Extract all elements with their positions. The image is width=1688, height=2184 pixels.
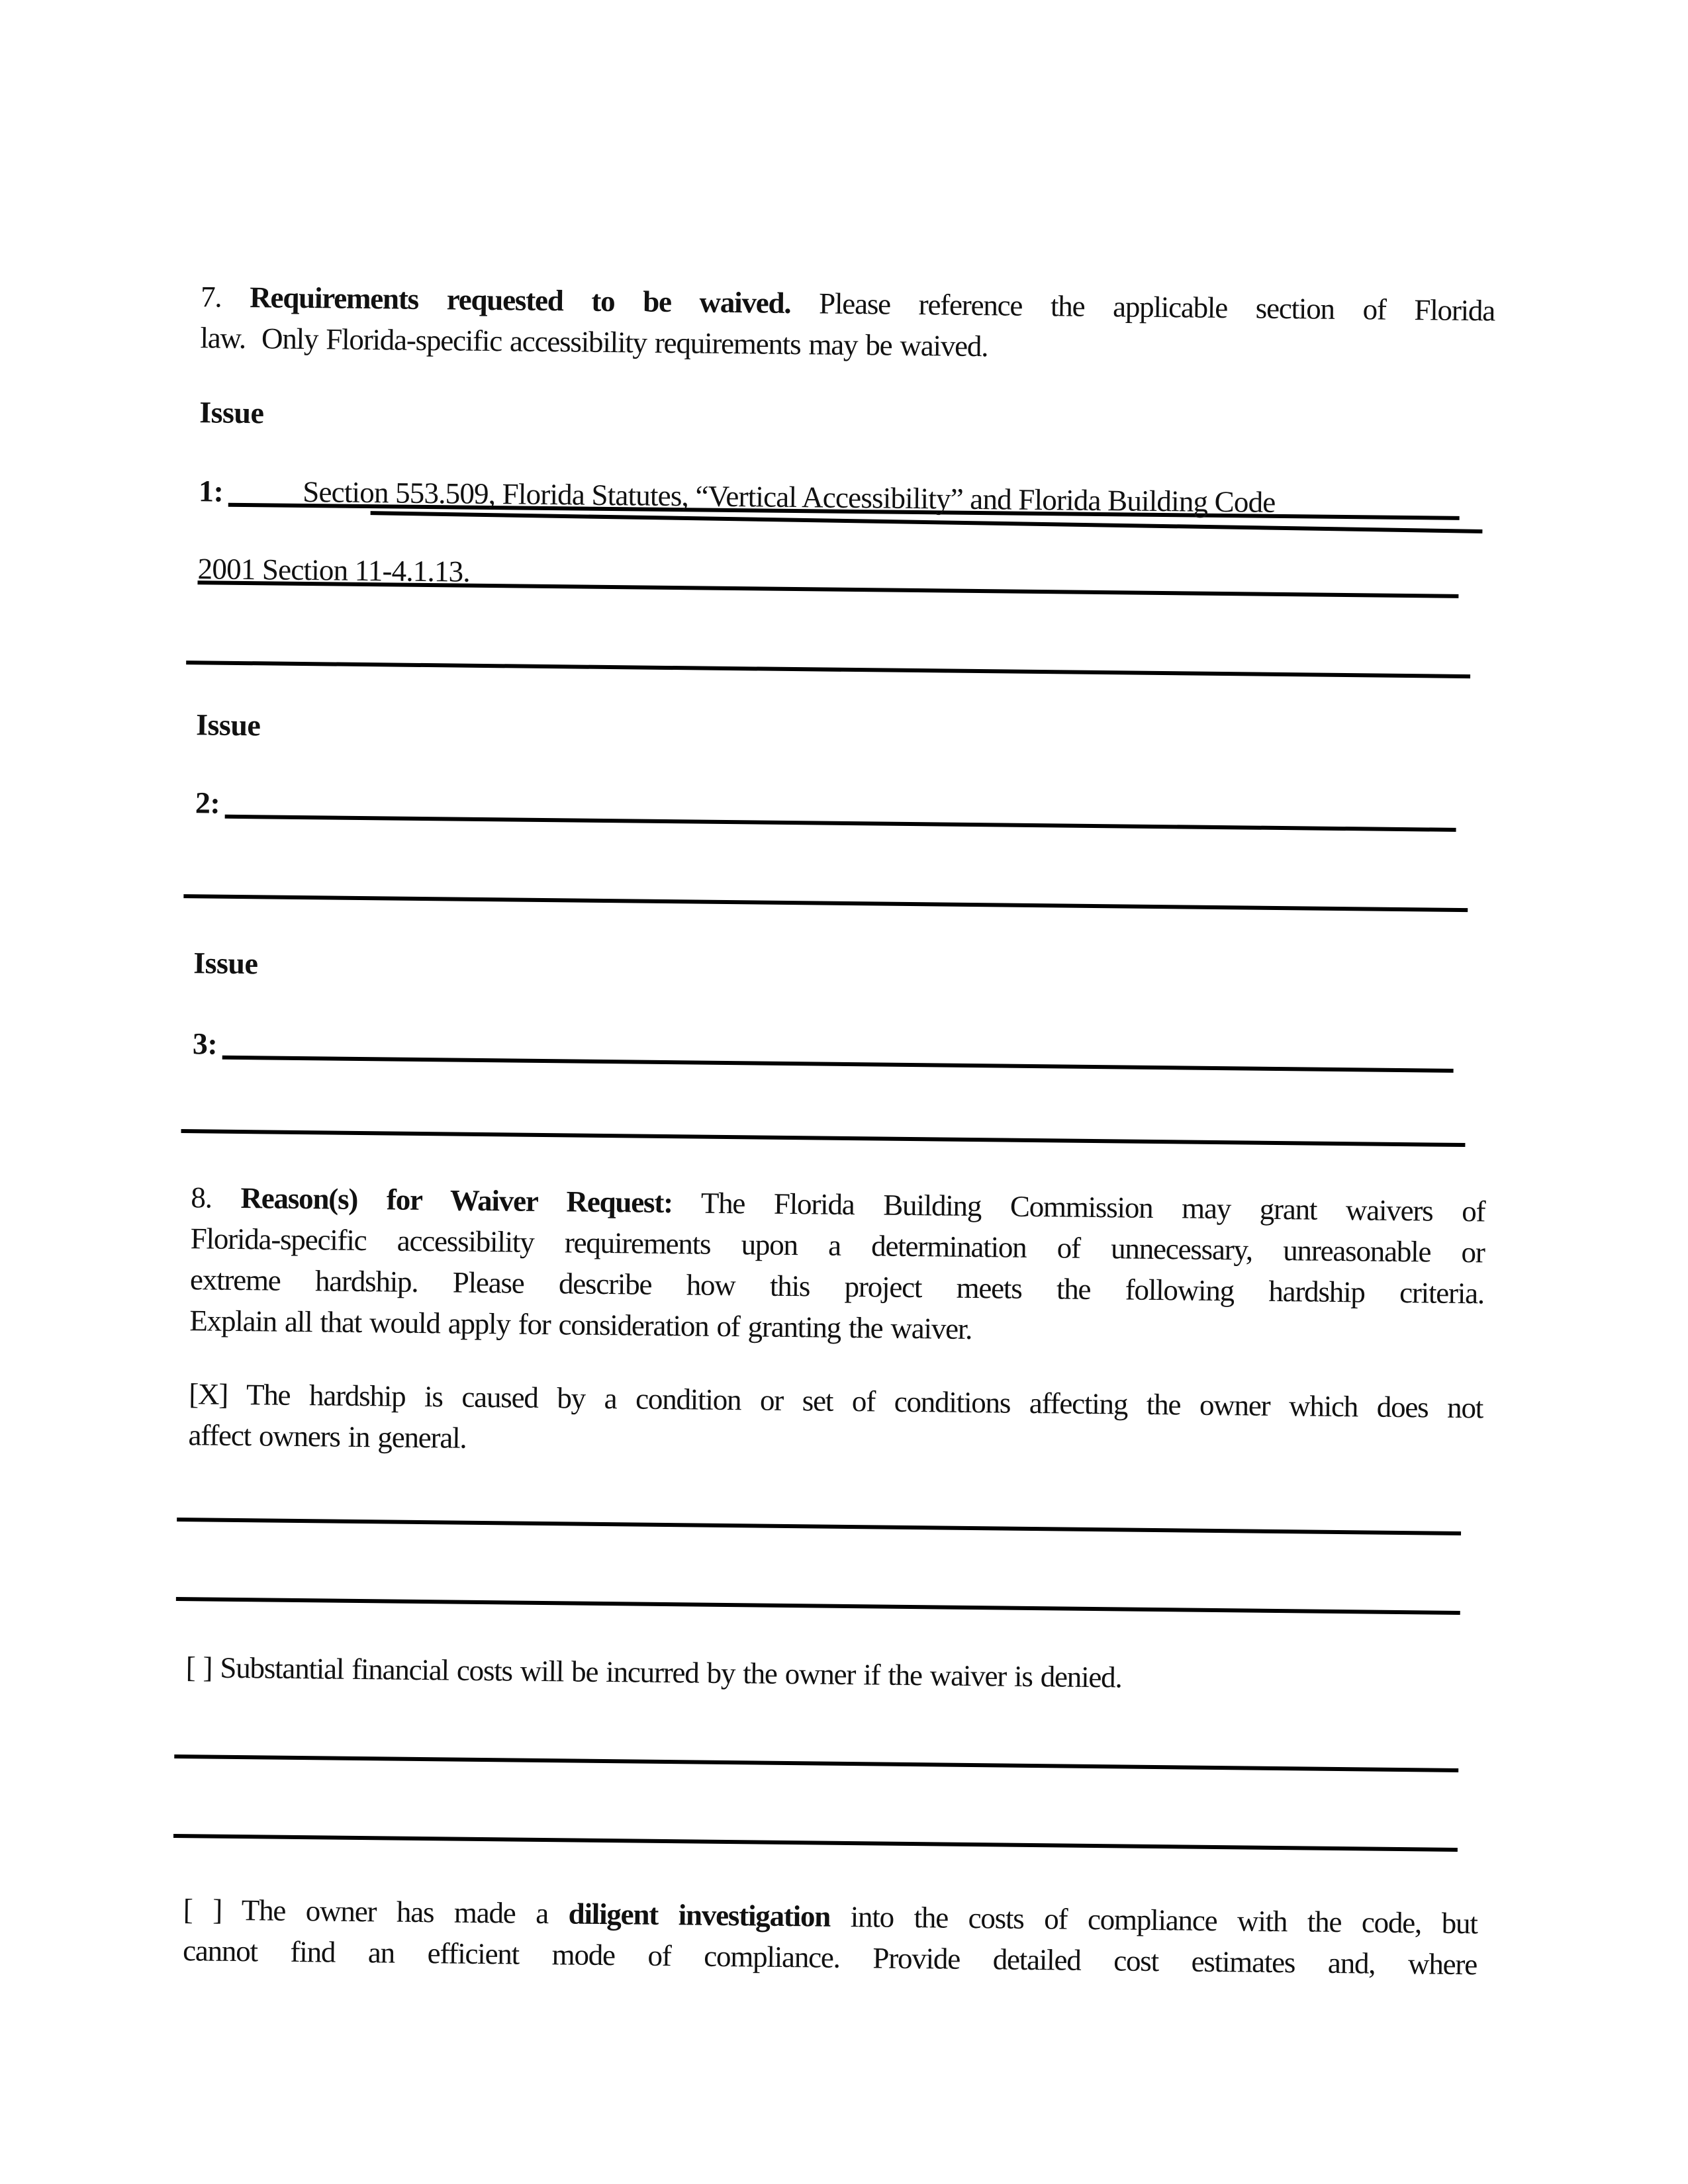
issue-1-label: 1: [198,474,224,508]
text-run: The Florida Building Commission may grant waivers of [672,1186,1485,1228]
issue-2-fill-row-1 [195,786,1456,832]
issue-3-value-line-1 [222,1028,1454,1073]
text-run: Substantial financial costs will be incurred by the owner if the waiver is denied. [212,1651,1122,1694]
bold-text-run: Reason(s) for Waiver Request: [240,1181,673,1220]
criterion-hardship-paragraph [188,1373,1483,1469]
issue-2-blank-line [183,894,1468,912]
bold-text-run: diligent investigation [568,1897,831,1933]
issue-1-value-line-1: Section 553.509, Florida Statutes, “Vertical Accessibility” and Florida Building Code [228,475,1460,520]
text-run: 7. [200,280,250,314]
reason-blank-line-1 [177,1518,1461,1535]
text-run: Please reference the applicable section of Florida [790,286,1495,328]
issue-2-label: 2: [195,786,220,820]
issue-2-heading: Issue [195,707,261,743]
issue-3-heading: Issue [193,946,258,981]
text-run: law. Only Florida-specific accessibility requirements may be waived. [200,321,988,363]
text-run: Florida-specific accessibility requirements upon a determination of unnecessary, unreasonable or [190,1222,1485,1269]
issue-3-label: 3: [192,1026,218,1061]
issue-3-fill-row-1 [193,1027,1454,1073]
text-run: Explain all that would apply for consideration of granting the waiver. [189,1304,972,1346]
issue-1-blank-line [186,660,1470,678]
bold-text-run: Requirements requested to be waived. [250,281,791,320]
text-run: extreme hardship. Please describe how this project meets the following hardship criteria. [189,1263,1485,1310]
checkbox-unchecked: [ ] [183,1893,222,1927]
text-run: The owner has made a [221,1893,569,1931]
criterion-diligent-investigation-paragraph [183,1889,1477,1985]
text-line [185,1647,1480,1702]
text-run: 8. [191,1181,241,1215]
issue-3-blank-line [181,1129,1465,1147]
issue-2-value-line-1 [225,787,1456,832]
reason-blank-line-4 [173,1834,1458,1852]
issue-1-fill-row-2 [197,553,1458,598]
section-7-paragraph [200,276,1495,372]
text-run: The hardship is caused by a condition or set of conditions affecting the owner which does not [227,1377,1483,1425]
criterion-financial-costs-paragraph [185,1647,1480,1702]
section-8-paragraph [189,1177,1485,1355]
text-run: into the costs of compliance with the code, but [829,1899,1477,1940]
checkbox-checked: [X] [188,1377,228,1411]
text-run: cannot find an efficient mode of compliance. Provide detailed cost estimates and, where [182,1934,1477,1981]
issue-1-heading: Issue [199,395,264,430]
reason-blank-line-3 [174,1754,1458,1772]
issue-1-value-line-2: 2001 Section 11-4.1.13. [197,553,1458,598]
text-run: affect owners in general. [188,1418,467,1455]
checkbox-unchecked: [ ] [185,1651,212,1684]
reason-blank-line-2 [176,1597,1460,1615]
